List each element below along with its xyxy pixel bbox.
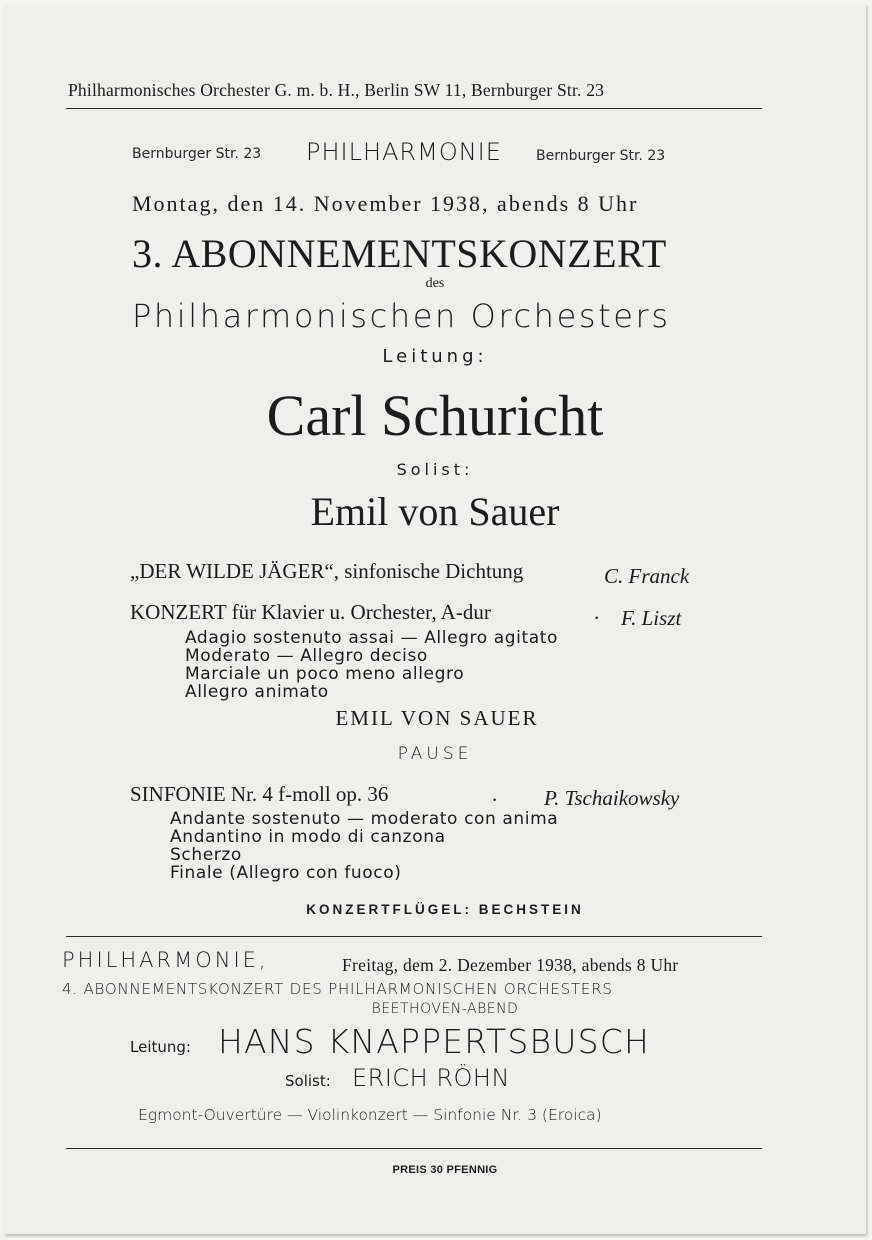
next-subtitle: BEETHOVEN-ABEND — [371, 1001, 519, 1017]
work2-movement: Moderato — Allegro deciso — [185, 646, 428, 666]
header-rule — [66, 108, 762, 109]
next-venue: PHILHARMONIE, — [62, 948, 269, 972]
next-title: 4. ABONNEMENTSKONZERT DES PHILHARMONISCHEN ORCHESTERS — [62, 980, 613, 998]
next-program: Egmont-Ouvertüre — Violinkonzert — Sinfonie Nr. 3 (Eroica) — [138, 1106, 602, 1124]
price-note: PREIS 30 PFENNIG — [392, 1164, 498, 1176]
footer-rule — [66, 1148, 762, 1149]
venue-left-address: Bernburger Str. 23 — [132, 146, 262, 162]
work2-soloist: EMIL VON SAUER — [335, 706, 539, 730]
soloist-label: Solist: — [396, 460, 474, 479]
work2-dot: . — [594, 600, 600, 624]
work1-title: „DER WILDE JÄGER“, sinfonische Dichtung — [130, 559, 524, 583]
venue-right-address: Bernburger Str. 23 — [536, 148, 666, 164]
work2-composer: F. Liszt — [621, 606, 682, 630]
work2-movement: Adagio sostenuto assai — Allegro agitato — [185, 628, 559, 648]
pause: PAUSE — [397, 744, 473, 764]
work3-title: SINFONIE Nr. 4 f-moll op. 36 — [130, 782, 389, 806]
next-soloist: ERICH RÖHN — [352, 1064, 510, 1092]
next-conductor: HANS KNAPPERTSBUSCH — [218, 1022, 651, 1061]
work3-dot: . — [492, 782, 498, 806]
concert-title: 3. ABONNEMENTSKONZERT — [132, 231, 667, 276]
program-leaflet — [4, 4, 866, 1234]
work2-title: KONZERT für Klavier u. Orchester, A-dur — [130, 600, 491, 624]
conductor-label: Leitung: — [382, 346, 488, 367]
piano-note: KONZERTFLÜGEL: BECHSTEIN — [306, 902, 584, 917]
work2-movement: Marciale un poco meno allegro — [185, 664, 465, 684]
organization-header: Philharmonisches Orchester G. m. b. H., Berlin SW 11, Bernburger Str. 23 — [68, 80, 605, 100]
next-concert-top-rule — [66, 936, 762, 937]
des-text: des — [425, 276, 445, 291]
work3-movement: Scherzo — [170, 845, 242, 865]
work3-movement: Andante sostenuto — moderato con anima — [170, 809, 559, 829]
next-conductor-label: Leitung: — [130, 1038, 191, 1056]
work3-movement: Finale (Allegro con fuoco) — [170, 863, 402, 883]
work3-composer: P. Tschaikowsky — [544, 786, 680, 810]
work1-composer: C. Franck — [604, 564, 690, 588]
venue-name: PHILHARMONIE — [306, 138, 502, 166]
soloist-name: Emil von Sauer — [310, 489, 560, 534]
work2-movement: Allegro animato — [185, 682, 329, 702]
next-date: Freitag, dem 2. Dezember 1938, abends 8 Uhr — [342, 955, 679, 975]
work3-movement: Andantino in modo di canzona — [170, 827, 446, 847]
concert-date: Montag, den 14. November 1938, abends 8 Uhr — [132, 191, 639, 216]
conductor-name: Carl Schuricht — [266, 383, 604, 448]
next-soloist-label: Solist: — [285, 1072, 331, 1090]
orchestra-name: Philharmonischen Orchesters — [132, 297, 671, 335]
